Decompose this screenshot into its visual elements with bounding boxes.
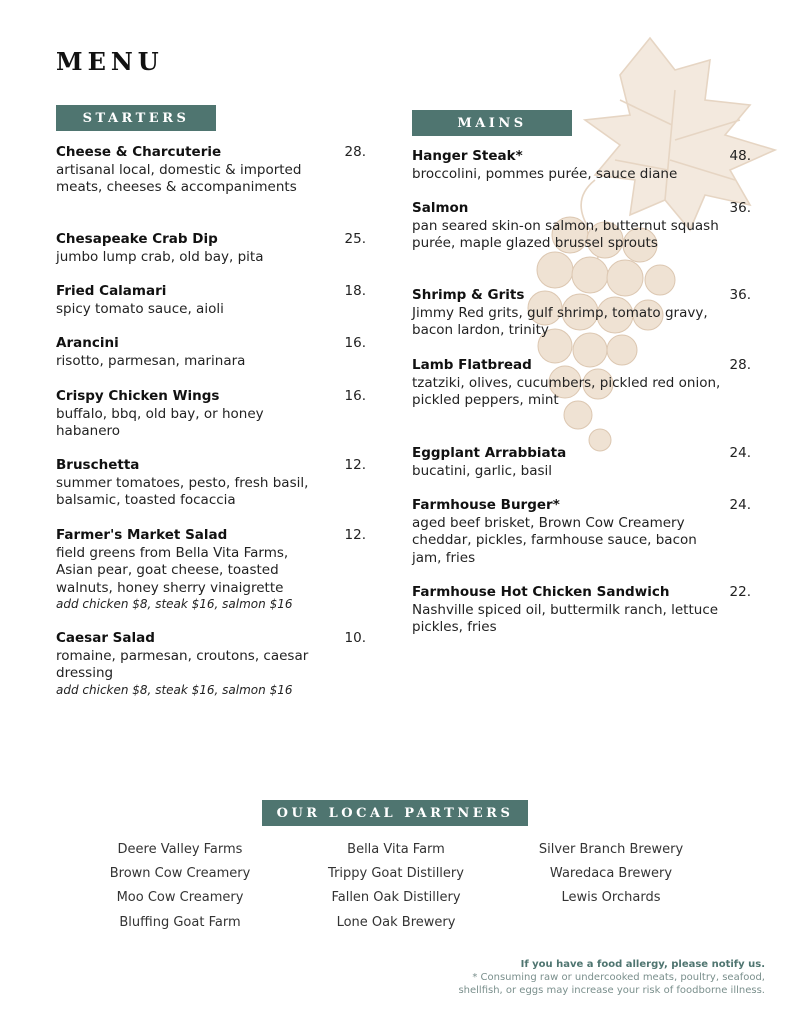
partner-name: Deere Valley Farms (117, 842, 243, 857)
menu-item-price: 28. (344, 144, 366, 160)
menu-item-price: 24. (729, 445, 751, 461)
menu-item-description: artisanal local, domestic & imported meats, cheeses & accompaniments (56, 161, 302, 195)
partner-name: Waredaca Brewery (549, 866, 673, 882)
menu-item-description: buffalo, bbq, old bay, or honey habanero (56, 405, 264, 439)
menu-item (56, 231, 366, 266)
menu-item-name: Hanger Steak* (412, 148, 523, 164)
menu-item-price: 25. (344, 231, 366, 247)
consumption-warning-line-2: shellfish, or eggs may increase your risk of foodborne illness. (458, 985, 765, 996)
menu-item-description: pan seared skin-on salmon, butternut squash purée, maple glazed brussel sprouts (412, 217, 719, 251)
menu-item (56, 527, 366, 612)
menu-item-price: 36. (729, 200, 751, 216)
menu-item-name: Chesapeake Crab Dip (56, 231, 218, 247)
partner-name: Bella Vita Farm (347, 842, 445, 857)
menu-item-description: risotto, parmesan, marinara (56, 352, 246, 369)
menu-item (412, 584, 751, 637)
menu-item-name: Caesar Salad (56, 630, 155, 646)
menu-item-name: Cheese & Charcuterie (56, 144, 222, 160)
menu-title: MENU (56, 47, 164, 76)
menu-item (56, 457, 366, 510)
partner-name: Lone Oak Brewery (336, 914, 456, 930)
menu-item-addon: add chicken $8, steak $16, salmon $16 (56, 682, 293, 697)
partners-heading: OUR LOCAL PARTNERS (276, 805, 514, 821)
menu-item-description: jumbo lump crab, old bay, pita (56, 248, 264, 265)
menu-item-price: 10. (344, 630, 366, 646)
menu-item-name: Arancini (56, 335, 119, 351)
menu-item-name: Eggplant Arrabbiata (412, 445, 567, 461)
menu-item-price: 36. (729, 287, 751, 303)
menu-item (412, 497, 751, 567)
partner-name: Brown Cow Creamery (109, 866, 251, 882)
menu-item (412, 357, 751, 410)
menu-item-description: bucatini, garlic, basil (412, 462, 553, 479)
partner-name: Fallen Oak Distillery (331, 890, 461, 906)
partners-banner (262, 800, 528, 826)
consumption-warning-line-1: * Consuming raw or undercooked meats, poultry, seafood, (472, 972, 765, 983)
menu-item-description: spicy tomato sauce, aioli (56, 300, 224, 317)
menu-item-name: Farmhouse Burger* (412, 497, 560, 513)
menu-item (56, 388, 366, 441)
menu-item-price: 28. (729, 357, 751, 373)
menu-item (56, 283, 366, 318)
menu-item-price: 24. (729, 497, 751, 513)
starters-banner (56, 105, 216, 131)
menu-item-name: Salmon (412, 200, 469, 216)
menu-item-name: Lamb Flatbread (412, 357, 532, 373)
menu-item-price: 12. (344, 457, 366, 473)
menu-item-description: field greens from Bella Vita Farms, Asian pear, goat cheese, toasted walnuts, honey sherry vinaigrette (56, 544, 289, 596)
menu-item-price: 48. (729, 148, 751, 164)
allergy-warning: If you have a food allergy, please notify us. (520, 959, 765, 970)
menu-item-price: 16. (344, 335, 366, 351)
menu-item (56, 144, 366, 197)
menu-item-description: broccolini, pommes purée, sauce diane (412, 165, 678, 182)
menu-item-name: Crispy Chicken Wings (56, 388, 220, 404)
partners-column-3 (521, 838, 701, 911)
menu-item-name: Bruschetta (56, 457, 140, 473)
menu-item (56, 630, 366, 698)
menu-item-name: Shrimp & Grits (412, 287, 525, 303)
menu-item-description: Nashville spiced oil, buttermilk ranch, lettuce pickles, fries (412, 601, 719, 635)
menu-item-description: Jimmy Red grits, gulf shrimp, tomato gravy, bacon lardon, trinity (412, 304, 708, 338)
menu-item (412, 200, 751, 253)
menu-item (412, 148, 751, 183)
menu-item (412, 445, 751, 480)
menu-item-description: summer tomatoes, pesto, fresh basil, balsamic, toasted focaccia (56, 474, 309, 508)
partners-column-2 (306, 838, 486, 935)
menu-item-price: 18. (344, 283, 366, 299)
starters-heading: STARTERS (82, 110, 190, 126)
menu-item-description: romaine, parmesan, croutons, caesar dressing (56, 647, 309, 681)
menu-item (412, 287, 751, 340)
menu-item-name: Farmer's Market Salad (56, 527, 228, 543)
partners-column-1 (95, 838, 265, 935)
menu-item-price: 12. (344, 527, 366, 543)
partner-name: Silver Branch Brewery (538, 842, 684, 857)
menu-item-price: 16. (344, 388, 366, 404)
allergy-notice (458, 958, 765, 997)
menu-item-name: Fried Calamari (56, 283, 167, 299)
menu-item-description: aged beef brisket, Brown Cow Creamery cheddar, pickles, farmhouse sauce, bacon jam, fries (412, 514, 697, 566)
partner-name: Lewis Orchards (561, 890, 661, 906)
menu-item-addon: add chicken $8, steak $16, salmon $16 (56, 597, 293, 611)
mains-heading: MAINS (457, 115, 527, 131)
menu-item-name: Farmhouse Hot Chicken Sandwich (412, 584, 670, 600)
menu-item-price: 22. (729, 584, 751, 600)
mains-banner (412, 110, 572, 136)
partner-name: Moo Cow Creamery (116, 890, 244, 906)
menu-item (56, 335, 366, 370)
partner-name: Trippy Goat Distillery (328, 866, 464, 882)
menu-item-description: tzatziki, olives, cucumbers, pickled red onion, pickled peppers, mint (412, 374, 721, 408)
partner-name: Bluffing Goat Farm (119, 914, 241, 930)
